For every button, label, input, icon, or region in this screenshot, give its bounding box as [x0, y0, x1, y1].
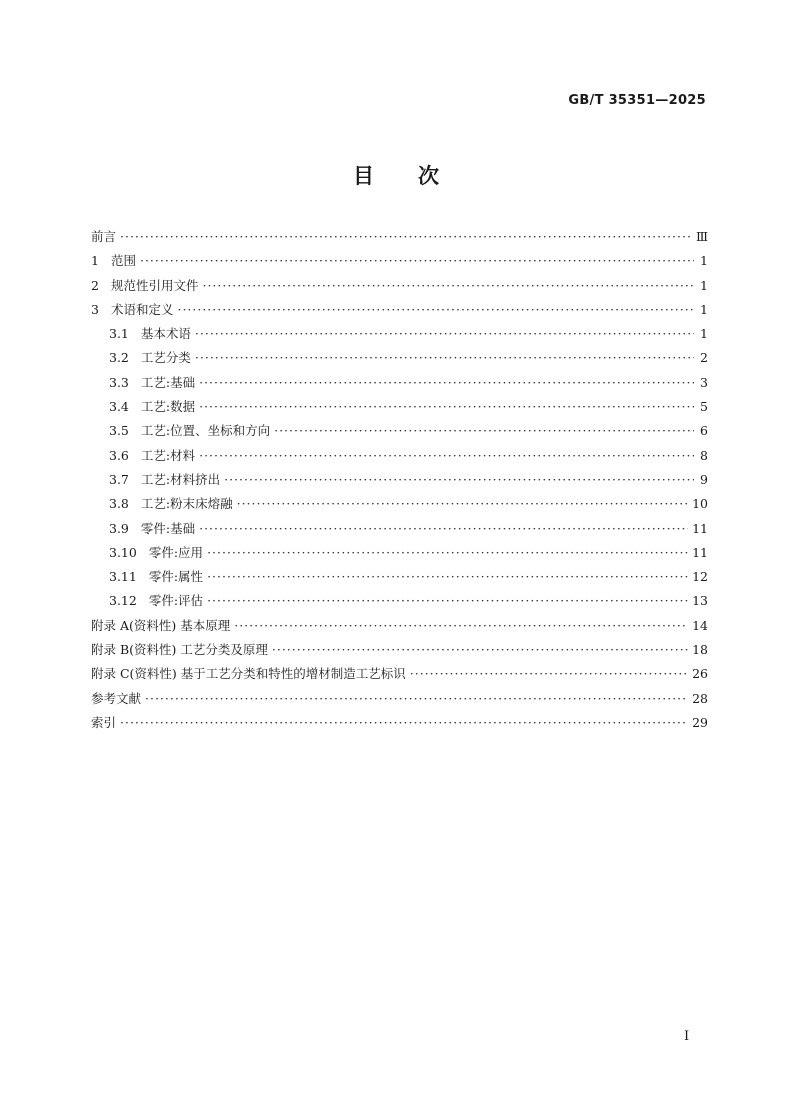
page-title — [0, 160, 792, 190]
toc-entry-number: 3.11 — [109, 569, 137, 585]
toc-entry-page: 5 — [700, 399, 708, 415]
toc-entry[interactable] — [91, 348, 708, 372]
toc-entry[interactable] — [91, 373, 708, 397]
standard-code: GB/T 35351—2025 — [568, 93, 706, 108]
toc-entry-label: 规范性引用文件 — [110, 277, 199, 293]
toc-entry[interactable] — [91, 446, 708, 470]
toc-entry-number: 3.12 — [109, 593, 137, 609]
toc-entry[interactable] — [91, 251, 708, 275]
toc-entry[interactable] — [91, 421, 708, 445]
toc-entry-page: 10 — [692, 496, 708, 512]
toc-entry-number: 3 — [91, 301, 99, 317]
toc-entry-number: 3.8 — [109, 496, 129, 512]
toc-entry-page: 26 — [692, 666, 708, 682]
toc-entry-number: 3.1 — [109, 326, 129, 342]
toc-leader-dots — [195, 324, 694, 344]
toc-leader-dots — [202, 276, 694, 296]
toc-entry[interactable] — [91, 470, 708, 494]
toc-entry-page: 1 — [700, 253, 708, 269]
toc-entry-page: 3 — [700, 374, 708, 390]
toc-entry-label: 工艺:材料挤出 — [140, 471, 221, 487]
toc-entry-label: 索引 — [91, 714, 117, 730]
toc-leader-dots — [199, 373, 694, 393]
toc-entry[interactable] — [91, 300, 708, 324]
toc-entry-page: 28 — [692, 690, 708, 706]
toc-entry-number: 3.2 — [109, 350, 129, 366]
toc-entry-number: 3.3 — [109, 374, 129, 390]
toc-entry-page: 13 — [692, 593, 708, 609]
toc-entry-label: 术语和定义 — [110, 301, 174, 317]
toc-entry-label: 工艺:位置、坐标和方向 — [140, 423, 271, 439]
toc-leader-dots — [199, 519, 688, 539]
toc-entry[interactable] — [91, 591, 708, 615]
toc-entry[interactable] — [91, 664, 708, 688]
toc-entry-label: 零件:评估 — [148, 593, 204, 609]
toc-leader-dots — [195, 348, 694, 368]
toc-entry-page: 6 — [700, 423, 708, 439]
toc-entry[interactable] — [91, 713, 708, 737]
toc-entry[interactable] — [91, 494, 708, 518]
toc-entry-number: 3.4 — [109, 399, 129, 415]
toc-leader-dots — [199, 397, 694, 417]
toc-entry-label: 工艺:粉末床熔融 — [140, 496, 233, 512]
toc-entry-page: 9 — [700, 471, 708, 487]
table-of-contents — [91, 227, 708, 737]
toc-entry[interactable] — [91, 567, 708, 591]
title-char-2: 次 — [418, 164, 439, 188]
toc-entry[interactable] — [91, 616, 708, 640]
toc-leader-dots — [207, 567, 688, 587]
toc-leader-dots — [120, 713, 688, 733]
toc-entry-page: 14 — [692, 617, 708, 633]
toc-entry[interactable] — [91, 640, 708, 664]
toc-entry-label: 参考文献 — [91, 690, 142, 706]
toc-entry-page: 1 — [700, 326, 708, 342]
toc-entry-label: 工艺分类 — [140, 350, 191, 366]
toc-leader-dots — [140, 251, 694, 271]
toc-entry-number: 3.7 — [109, 471, 129, 487]
toc-leader-dots — [145, 689, 688, 709]
toc-leader-dots — [207, 543, 688, 563]
toc-entry-label: 范围 — [110, 253, 136, 269]
toc-entry-label: 附录 A(资料性) 基本原理 — [91, 617, 231, 633]
toc-entry-label: 附录 C(资料性) 基于工艺分类和特性的增材制造工艺标识 — [91, 666, 406, 682]
toc-entry-page: 2 — [700, 350, 708, 366]
toc-entry[interactable] — [91, 397, 708, 421]
toc-entry-label: 工艺:材料 — [140, 447, 196, 463]
title-char-1: 目 — [353, 164, 374, 188]
toc-leader-dots — [272, 640, 688, 660]
toc-entry-page: Ⅲ — [695, 229, 708, 244]
toc-leader-dots — [207, 591, 688, 611]
toc-entry-label: 工艺:基础 — [140, 374, 196, 390]
toc-entry-number: 3.6 — [109, 447, 129, 463]
toc-leader-dots — [199, 446, 694, 466]
toc-entry-label: 工艺:数据 — [140, 399, 196, 415]
toc-entry-page: 29 — [692, 714, 708, 730]
toc-entry-label: 基本术语 — [140, 326, 191, 342]
toc-leader-dots — [120, 227, 692, 247]
toc-entry-page: 11 — [692, 544, 708, 560]
toc-entry-page: 8 — [700, 447, 708, 463]
toc-entry[interactable] — [91, 543, 708, 567]
toc-entry-page: 18 — [692, 642, 708, 658]
toc-entry-label: 零件:基础 — [140, 520, 196, 536]
toc-entry[interactable] — [91, 324, 708, 348]
toc-entry-number: 1 — [91, 253, 99, 269]
toc-entry[interactable] — [91, 689, 708, 713]
toc-entry-page: 1 — [700, 301, 708, 317]
toc-leader-dots — [237, 494, 688, 514]
page-number: I — [684, 1029, 690, 1044]
toc-entry-number: 3.9 — [109, 520, 129, 536]
toc-entry-page: 11 — [692, 520, 708, 536]
toc-entry-page: 1 — [700, 277, 708, 293]
toc-entry-page: 12 — [692, 569, 708, 585]
toc-entry-label: 附录 B(资料性) 工艺分类及原理 — [91, 642, 268, 658]
toc-entry-label: 零件:应用 — [148, 544, 204, 560]
toc-entry[interactable] — [91, 519, 708, 543]
toc-entry-number: 2 — [91, 277, 99, 293]
toc-leader-dots — [234, 616, 688, 636]
toc-entry-number: 3.10 — [109, 544, 137, 560]
toc-entry-label: 前言 — [91, 229, 117, 244]
toc-entry-number: 3.5 — [109, 423, 129, 439]
toc-leader-dots — [177, 300, 694, 320]
toc-leader-dots — [224, 470, 694, 490]
toc-leader-dots — [410, 664, 688, 684]
toc-entry[interactable] — [91, 227, 708, 251]
toc-entry[interactable] — [91, 276, 708, 300]
toc-entry-label: 零件:属性 — [148, 569, 204, 585]
toc-leader-dots — [274, 421, 694, 441]
